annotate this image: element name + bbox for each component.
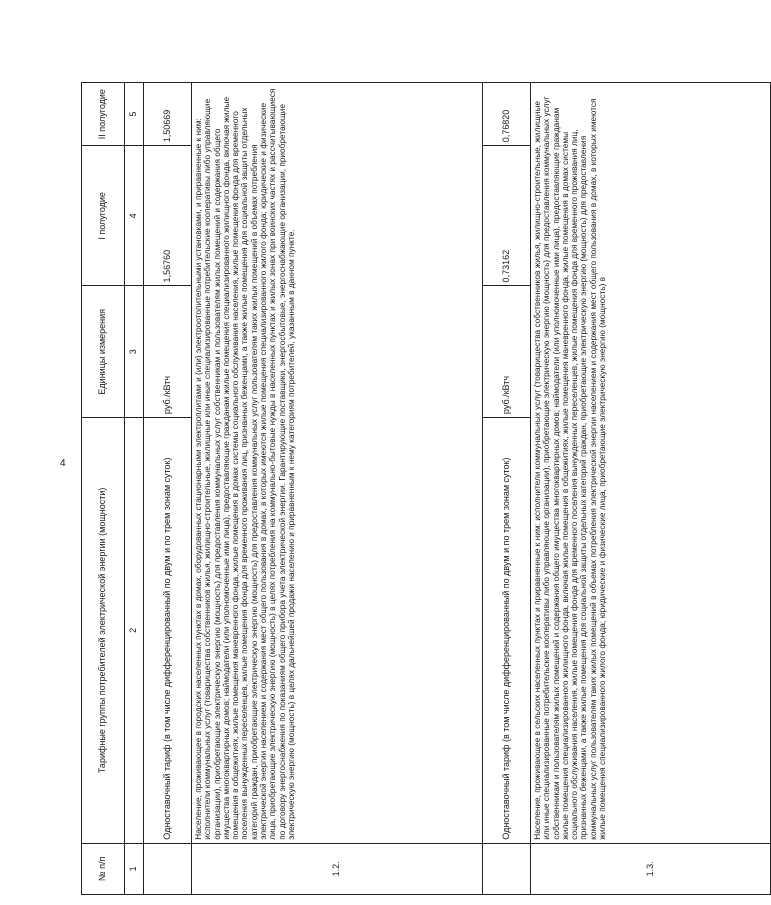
row-num: 1.3. xyxy=(531,843,771,894)
group-description: Население, проживающее в сельских населенных пунктах и приравненные к ним: исполнители коммунальных услуг (товарищества собственников жилья, жилищно-строительные, жилищные или иные специализированные потребительские кооперативы либо управляющие организации), приобретающие электрическую энергию (мощность) для предоставления коммунальных услуг собственникам и пользователям жилых помещений и содержания общего имущества многоквартирных домов; наймодатели (или уполномоченные ими лица), предоставляющие гражданам жилые помещения специализированного жилищного фонда, включая жилые помещения в общежитиях, жилые помещения маневренного фонда, жилые помещения в домах системы социального обслуживания населения, жилые помещения фонда для временного поселения вынужденных переселенцев, жилые помещения фонда для временного проживания лиц, признанных беженцами, а также жилые помещения для социальной защиты отдельных категорий граждан, приобретающие электрическую энергию (мощность) для предоставления коммунальных услуг пользователям таких жилых помещений в объемах потребления электрической энергии населением и содержания мест общего пользования в домах, в которых имеются жилые помещения специализированного жилого фонда; юридические и физические лица, приобретающие электрическую энергию (мощность) в xyxy=(531,83,771,844)
tariff-table xyxy=(81,82,771,895)
table-header-row xyxy=(82,83,125,895)
tariff-value-h2: 1,50669 xyxy=(144,83,192,146)
header-group: Тарифные группы потребителей электрической энергии (мощности) xyxy=(82,418,125,844)
column-number: 3 xyxy=(125,286,144,418)
header-unit: Единицы измерения xyxy=(82,286,125,418)
tariff-row xyxy=(483,83,531,895)
page-number: 4 xyxy=(60,458,66,469)
group-row xyxy=(192,83,483,895)
tariff-unit: руб./кВтч xyxy=(144,286,192,418)
tariff-value-h1: 1,56760 xyxy=(144,146,192,286)
tariff-value-h2: 0,76820 xyxy=(483,83,531,146)
tariff-table-rotated xyxy=(81,82,655,895)
group-description: Население, проживающее в городских населенных пунктах в домах, оборудованных стационарными электроплитами и (или) электроотопительными установками, и приравненные к ним: исполнители коммунальных услуг (товарищества собственников жилья, жилищно-строительные, жилищные или иные специализированные потребительские кооперативы либо управляющие организации), приобретающие электрическую энергию (мощность) для предоставления коммунальных услуг собственникам и пользователям жилых помещений и содержания общего имущества многоквартирных домов; наймодатели (или уполномоченные ими лица), предоставляющие гражданам жилые помещения специализированного жилищного фонда, включая жилые помещения в общежитиях, жилые помещения маневренного фонда, жилые помещения в домах системы социального обслуживания населения, жилые помещения фонда для временного поселения вынужденных переселенцев, жилые помещения фонда для временного проживания лиц, признанных беженцами, а также жилые помещения для социальной защиты отдельных категорий граждан, приобретающие электрическую энергию (мощность) для предоставления коммунальных услуг пользователям таких жилых помещений в объемах потребления электрической энергии населением и содержания мест общего пользования в домах, в которых имеются жилые помещения специализированного жилого фонда; юридические и физические лица, приобретающие электрическую энергию (мощность) в целях потребления на коммунально-бытовые нужды в населенных пунктах и жилых зонах при воинских частях и рассчитывающиеся по договору энергоснабжения по показаниям общего прибора учета электрической энергии. Гарантирующие поставщики, энергосбытовые, энергоснабжающие организации, приобретающие электрическую энергию (мощность) в целях дальнейшей продажи населению и приравненным к нему категориям потребителей, указанным в данном пункте. xyxy=(192,83,483,844)
tariff-description: Одноставочный тариф (в том числе дифференцированный по двум и по трем зонам суток) xyxy=(483,418,531,844)
tariff-row xyxy=(144,83,192,895)
header-num: № п/п xyxy=(82,843,125,894)
row-num xyxy=(144,843,192,894)
header-h1: I полугодие xyxy=(82,146,125,286)
row-num xyxy=(483,843,531,894)
tariff-unit: руб./кВтч xyxy=(483,286,531,418)
row-num: 1.2. xyxy=(192,843,483,894)
tariff-value-h1: 0,73162 xyxy=(483,146,531,286)
column-number: 5 xyxy=(125,83,144,146)
column-number: 2 xyxy=(125,418,144,844)
column-number: 1 xyxy=(125,843,144,894)
column-number: 4 xyxy=(125,146,144,286)
column-number-row xyxy=(125,83,144,895)
header-h2: II полугодие xyxy=(82,83,125,146)
group-row xyxy=(531,83,771,895)
tariff-description: Одноставочный тариф (в том числе дифференцированный по двум и по трем зонам суток) xyxy=(144,418,192,844)
